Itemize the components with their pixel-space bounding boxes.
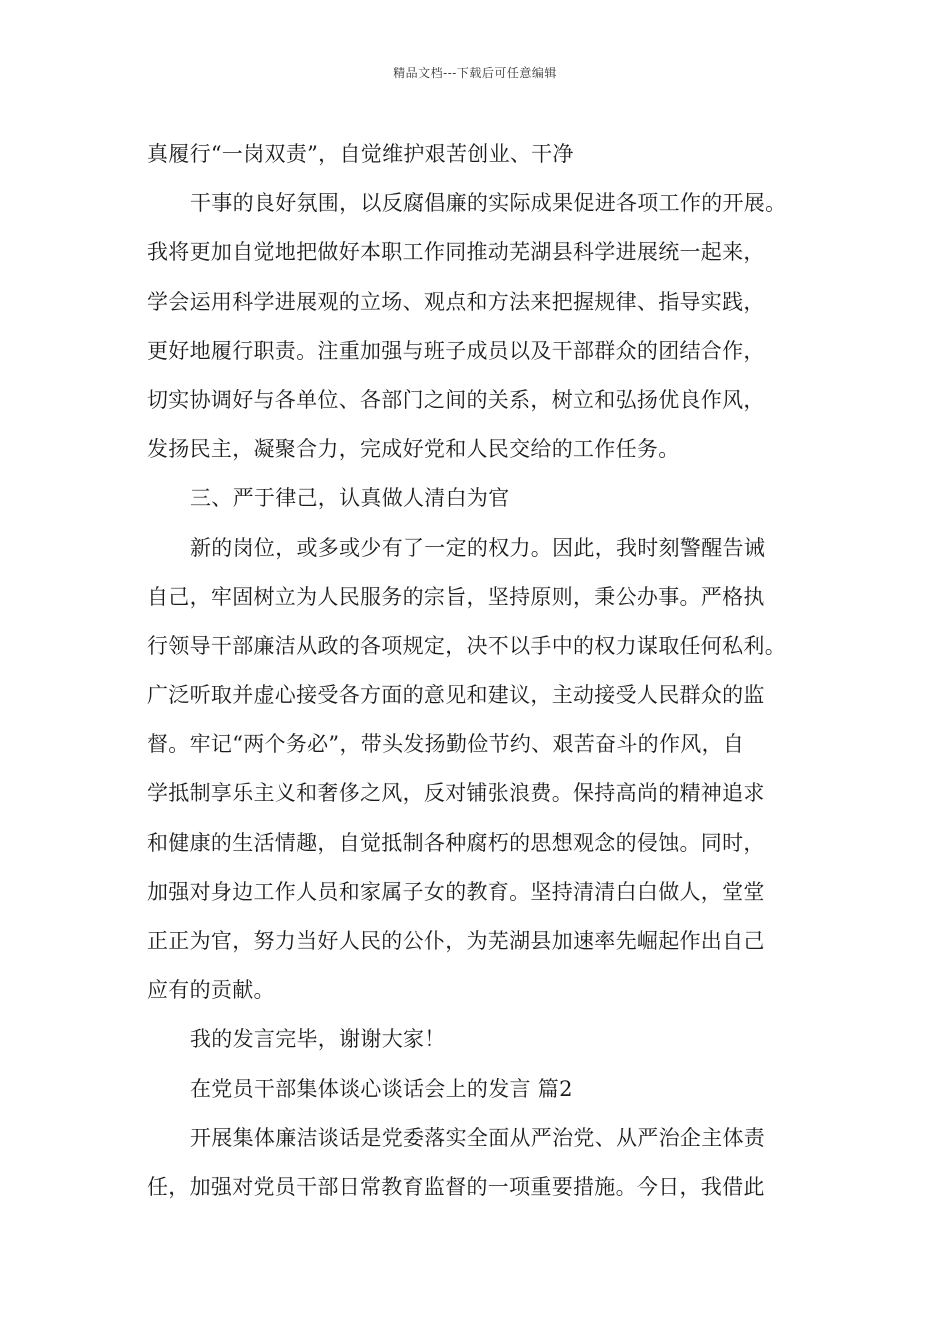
text-line: 任，加强对党员干部日常教育监督的一项重要措施。今日，我借此 xyxy=(147,1174,765,1199)
text-line: 应有的贡献。 xyxy=(147,978,275,1003)
text-line: 学抵制享乐主义和奢侈之风，反对铺张浪费。保持高尚的精神追求 xyxy=(147,781,765,806)
text-line: 开展集体廉洁谈话是党委落实全面从严治党、从严治企主体责 xyxy=(190,1125,766,1150)
text-line: 学会运用科学进展观的立场、观点和方法来把握规律、指导实践， xyxy=(147,289,765,314)
text-line: 干事的良好氛围，以反腐倡廉的实际成果促进各项工作的开展。 xyxy=(190,191,787,216)
text-line: 行领导干部廉洁从政的各项规定，决不以手中的权力谋取任何私利。 xyxy=(147,633,786,658)
page-header: 精品文档---下载后可任意编辑 xyxy=(393,66,557,80)
section-heading: 三、严于律己，认真做人清白为官 xyxy=(190,486,510,511)
text-line: 正正为官，努力当好人民的公仆，为芜湖县加速率先崛起作出自己 xyxy=(147,929,765,953)
text-line: 切实协调好与各单位、各部门之间的关系，树立和弘扬优良作风， xyxy=(147,387,765,412)
text-line: 新的岗位，或多或少有了一定的权力。因此，我时刻警醒告诫 xyxy=(190,535,766,560)
text-line: 更好地履行职责。注重加强与班子成员以及干部群众的团结合作， xyxy=(147,338,765,363)
text-line: 加强对身边工作人员和家属子女的教育。坚持清清白白做人，堂堂 xyxy=(147,879,765,904)
closing-line: 我的发言完毕，谢谢大家！ xyxy=(190,1027,446,1052)
text-line: 和健康的生活情趣，自觉抵制各种腐朽的思想观念的侵蚀。同时， xyxy=(147,830,765,855)
text-line: 督。牢记“两个务必”，带头发扬勤俭节约、艰苦奋斗的作风，自 xyxy=(147,732,745,757)
text-line: 发扬民主，凝聚合力，完成好党和人民交给的工作任务。 xyxy=(147,437,680,462)
text-line: 自己，牢固树立为人民服务的宗旨，坚持原则，秉公办事。严格执 xyxy=(147,584,765,609)
text-line: 真履行“一岗双责”，自觉维护艰苦创业、干净 xyxy=(147,142,574,166)
text-line: 广泛听取并虚心接受各方面的意见和建议，主动接受人民群众的监 xyxy=(147,683,765,708)
document-body xyxy=(147,130,847,1212)
article-title: 在党员干部集体谈心谈话会上的发言 篇2 xyxy=(190,1076,573,1101)
text-line: 我将更加自觉地把做好本职工作同推动芜湖县科学进展统一起来， xyxy=(147,240,765,265)
